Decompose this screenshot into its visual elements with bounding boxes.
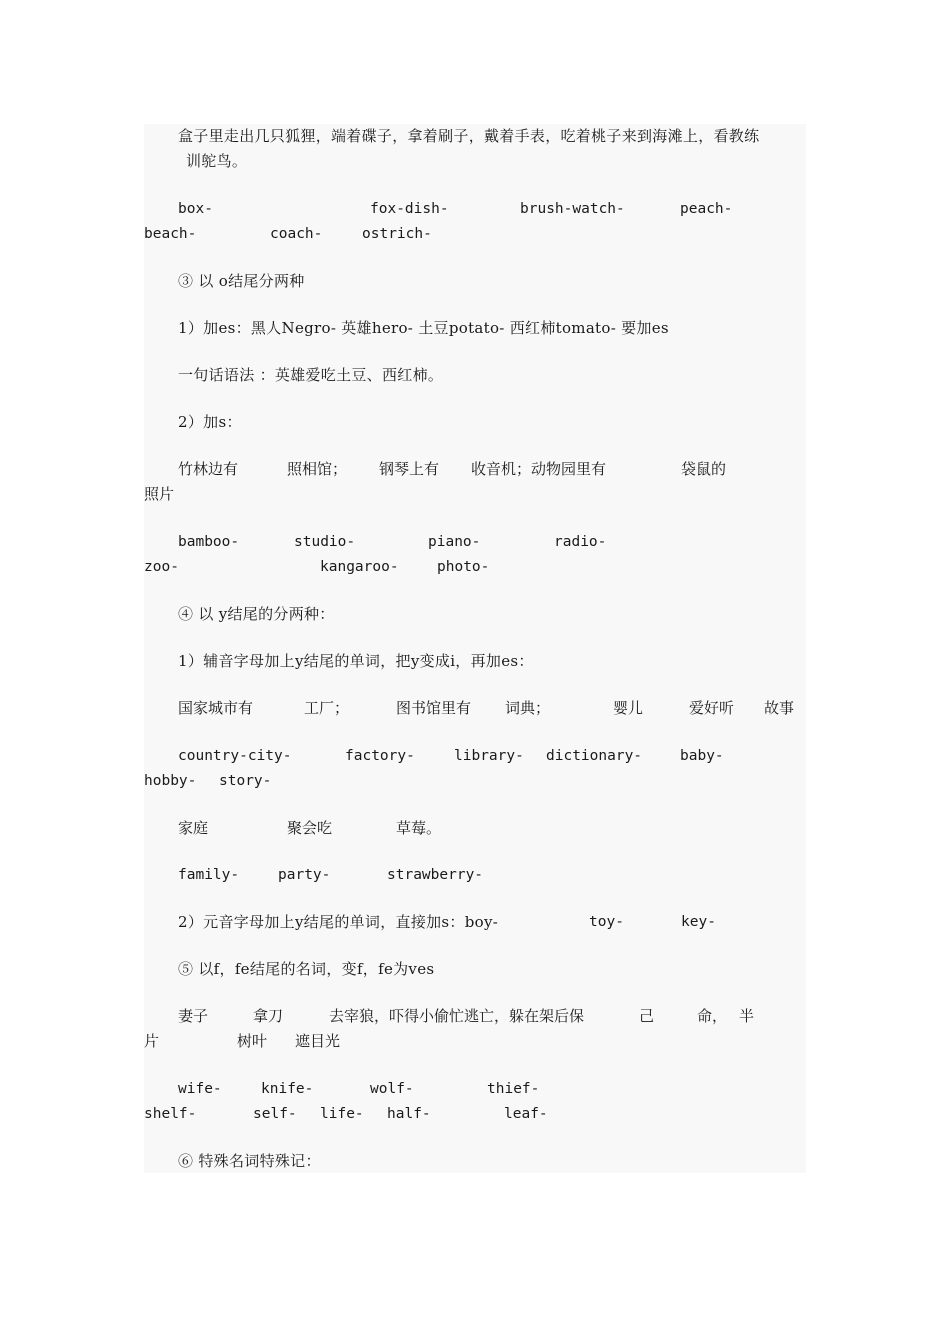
word-photo: photo- [437,559,490,575]
y-cn-baby-phrase: 婴儿 [613,699,644,717]
f-cn-life-phrase: 命， [697,1007,728,1025]
word-toy: toy- [589,914,624,930]
f-cn-leaf-phrase: 树叶 [237,1032,268,1050]
f-cn-piece-phrase: 片 [144,1032,160,1050]
word-hobby: hobby- [144,773,197,789]
word-radio: radio- [554,534,607,550]
o-section-heading: ③ 以 o结尾分两种 [178,272,305,290]
f-cn-wolf-thief-phrase: 去宰狼，吓得小偷忙逃亡，躲在架后保 [329,1007,585,1025]
o-cn-piano-phrase: 钢琴上有 [379,460,440,478]
word-fox-dish: fox-dish- [370,201,449,217]
f-cn-wife-phrase: 妻子 [178,1007,209,1025]
word-kangaroo: kangaroo- [320,559,399,575]
y-cn-strawberry-phrase: 草莓。 [396,819,442,837]
y-section-rule-2: 2）元音字母加上y结尾的单词，直接加s：boy- [178,913,499,931]
o-section-mnemonic: 一句话语法 ：英雄爱吃土豆、西红柿。 [178,366,444,384]
word-key: key- [681,914,716,930]
word-leaf: leaf- [504,1106,548,1122]
intro-line-1: 盒子里走出几只狐狸，端着碟子，拿着刷子，戴着手表，吃着桃子来到海滩上，看教练 [178,127,760,145]
word-knife: knife- [261,1081,314,1097]
y-cn-country-phrase: 国家城市有 [178,699,254,717]
y-cn-story-phrase: 故事 [764,699,795,717]
o-cn-kangaroo-phrase: 袋鼠的 [681,460,727,478]
word-bamboo: bamboo- [178,534,240,550]
word-studio: studio- [294,534,356,550]
y-cn-party-phrase: 聚会吃 [287,819,333,837]
word-library: library- [454,748,524,764]
word-dictionary: dictionary- [546,748,643,764]
f-section-heading: ⑤ 以f，fe结尾的名词，变f，fe为ves [178,960,435,978]
f-cn-cover-phrase: 遮目光 [295,1032,341,1050]
y-section-rule-1: 1）辅音字母加上y结尾的单词，把y变成i，再加es： [178,652,534,670]
o-cn-bamboo-phrase: 竹林边有 [178,460,239,478]
y-cn-hobby-phrase: 爱好听 [689,699,735,717]
word-baby: baby- [680,748,724,764]
word-coach: coach- [270,226,323,242]
o-section-rule-2: 2）加s： [178,413,242,431]
word-zoo: zoo- [144,559,179,575]
word-party: party- [278,867,331,883]
o-section-rule-1: 1）加es：黑人Negro- 英雄hero- 土豆potato- 西红柿tomato- 要加es [178,319,669,337]
y-cn-dictionary-phrase: 词典； [505,699,551,717]
intro-line-2: 训鸵鸟。 [186,152,248,170]
word-shelf: shelf- [144,1106,197,1122]
y-cn-library-phrase: 图书馆里有 [396,699,472,717]
word-piano: piano- [428,534,481,550]
f-cn-knife-phrase: 拿刀 [253,1007,284,1025]
y-cn-factory-phrase: 工厂； [304,699,350,717]
word-story: story- [219,773,272,789]
o-cn-radio-zoo-phrase: 收音机；动物园里有 [471,460,607,478]
word-box: box- [178,201,213,217]
word-wolf: wolf- [370,1081,414,1097]
word-self: self- [253,1106,297,1122]
o-cn-photo-phrase: 照片 [144,485,175,503]
word-strawberry: strawberry- [387,867,484,883]
word-family: family- [178,867,240,883]
y-section-heading: ④ 以 y结尾的分两种： [178,605,335,623]
word-brush-watch: brush-watch- [520,201,625,217]
word-wife: wife- [178,1081,222,1097]
word-country-city: country-city- [178,748,292,764]
word-peach: peach- [680,201,733,217]
f-cn-half-phrase: 半 [739,1007,755,1025]
y-cn-family-phrase: 家庭 [178,819,209,837]
word-factory: factory- [345,748,415,764]
word-half: half- [387,1106,431,1122]
word-beach: beach- [144,226,197,242]
word-life: life- [320,1106,364,1122]
o-cn-studio-phrase: 照相馆； [287,460,348,478]
word-ostrich: ostrich- [362,226,432,242]
special-section-heading: ⑥ 特殊名词特殊记： [178,1152,321,1170]
f-cn-self-phrase: 己 [639,1007,655,1025]
word-thief: thief- [487,1081,540,1097]
